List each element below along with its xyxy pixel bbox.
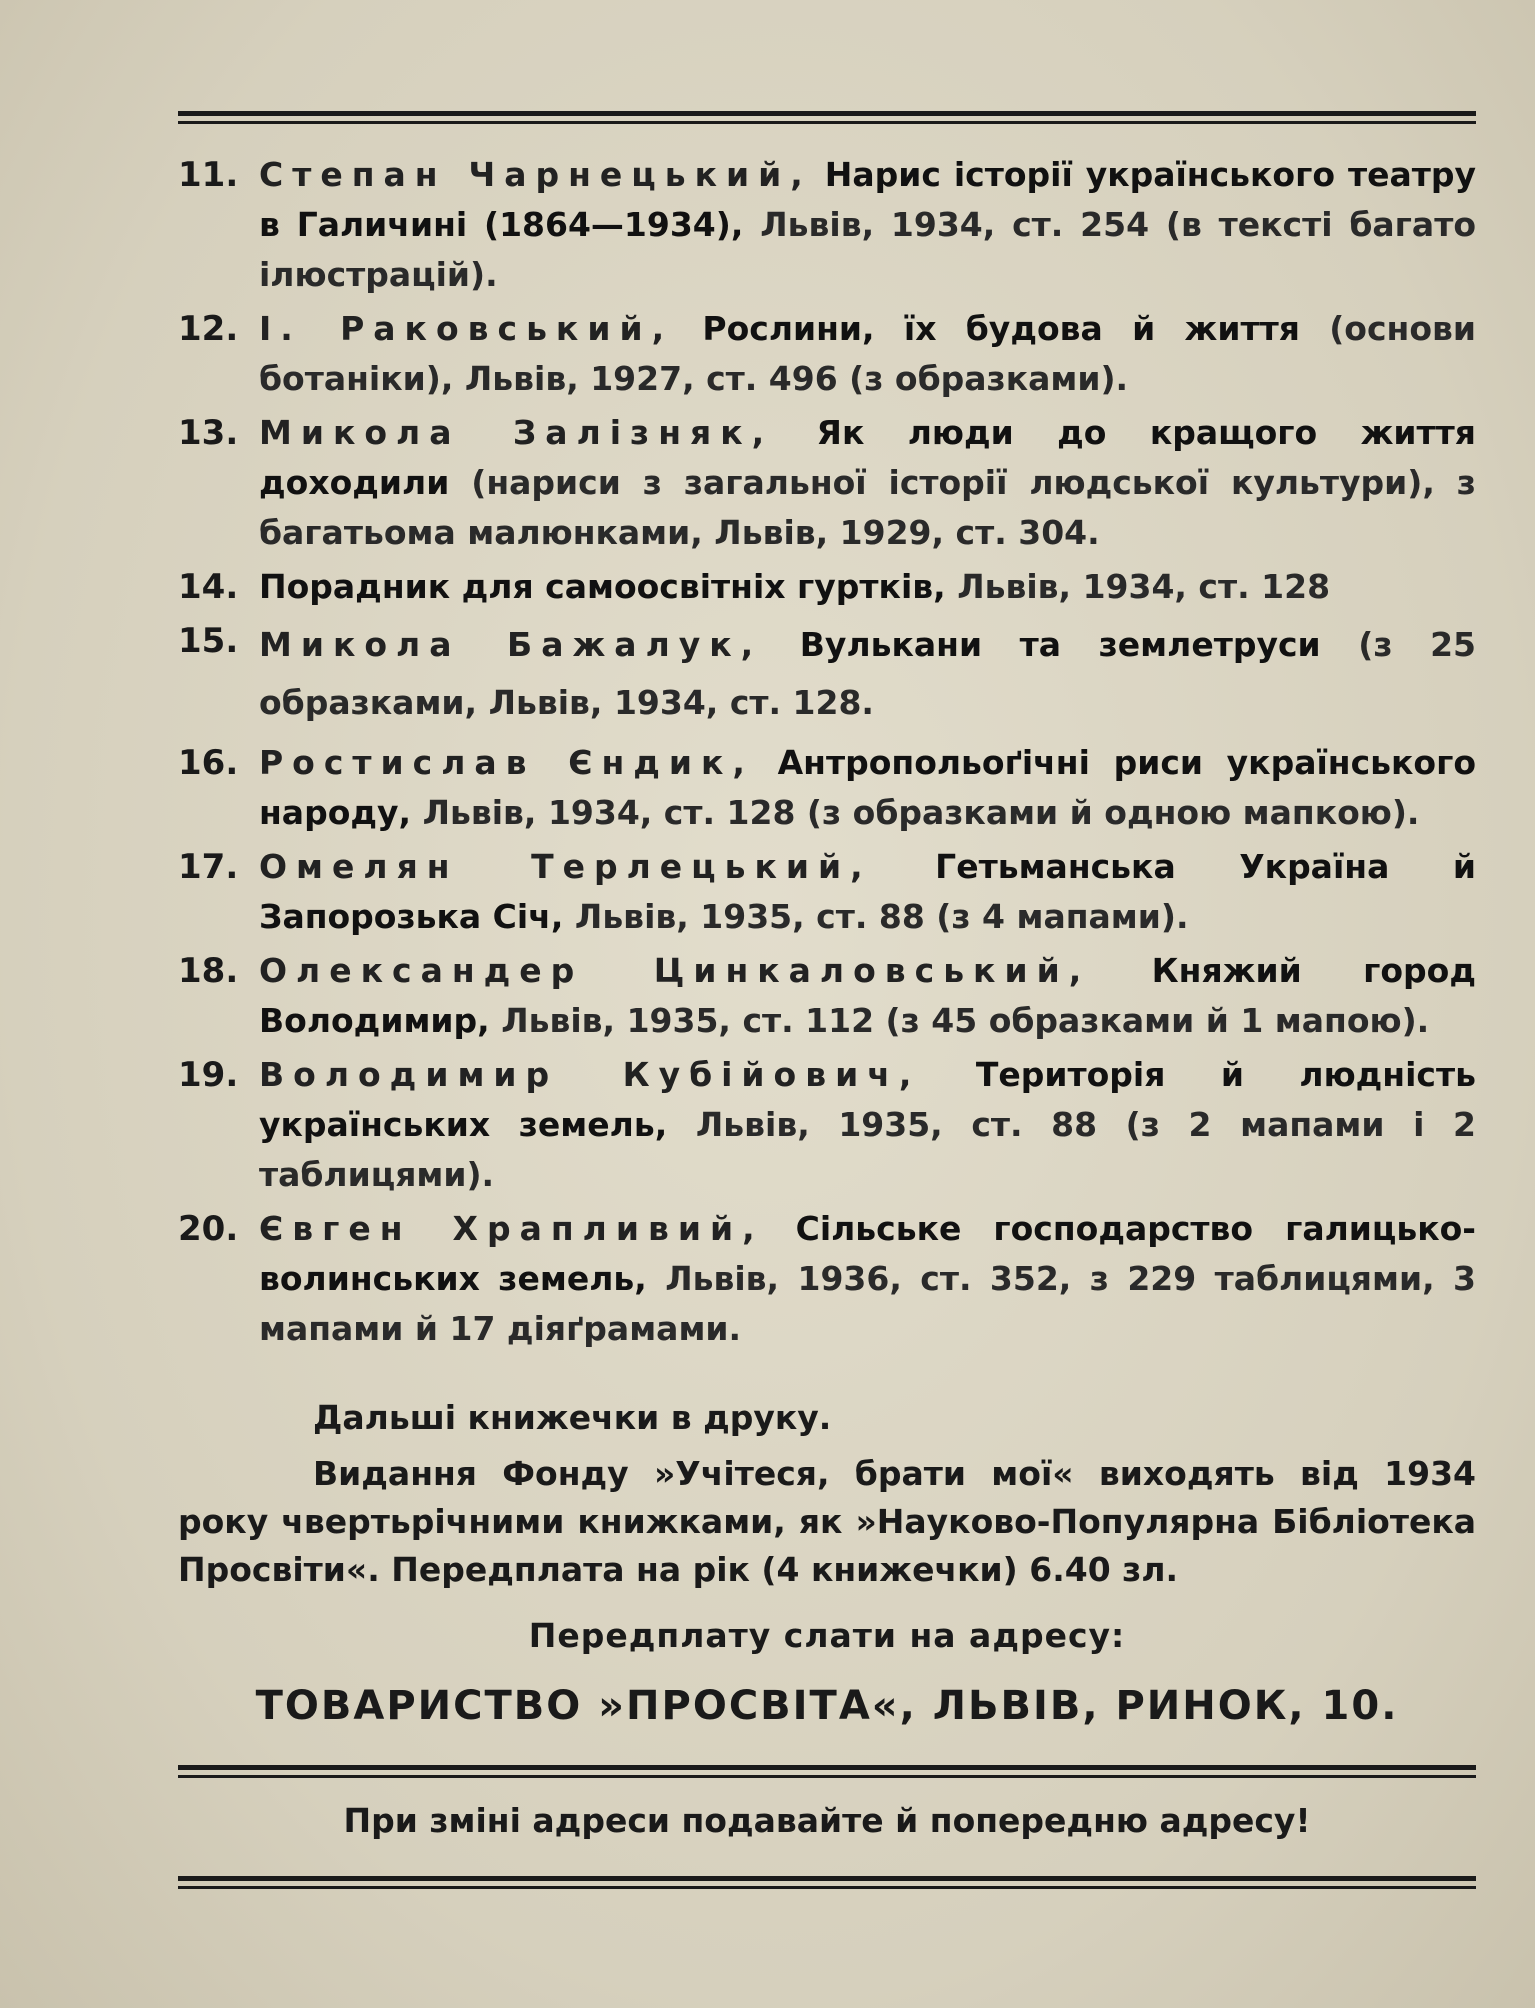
entry-title: Як люди до кращого життя доходили (259, 413, 1476, 502)
entry-number: 13. (178, 413, 239, 453)
entry-author: Олександер Цинкаловський, (259, 951, 1091, 990)
list-item (178, 1050, 1476, 1200)
entry-details: Львів, 1935, ст. 112 (з 45 образками й 1 мапою). (501, 1001, 1430, 1040)
entry-title: Нарис історії українського театру в Галичині (1864—1934), (259, 155, 1476, 244)
entry-number: 18. (178, 951, 239, 991)
list-item (178, 1204, 1476, 1354)
entry-number: 15. (178, 621, 239, 661)
entry-author: Ростислав Єндик, (259, 743, 754, 782)
entry-details: Львів, 1935, ст. 88 (з 4 мапами). (574, 897, 1189, 936)
entry-details: Львів, 1934, ст. 254 (в тексті багато ілюстрацій). (259, 205, 1476, 294)
entry-details: (основи ботаніки), Львів, 1927, ст. 496 (з образками). (259, 309, 1476, 398)
entry-number: 17. (178, 847, 239, 887)
top-double-rule (178, 111, 1476, 124)
footer-note: При зміні адреси подавайте й попередню адресу! (343, 1801, 1311, 1840)
entry-author: Степан Чарнецький, (259, 155, 812, 194)
subscribe-prompt: Передплату слати на адресу: (528, 1616, 1126, 1655)
edition-note: Видання Фонду »Учітеся, брати мої« виходять від 1934 року чвертьрічними книжками, як »Науково-Популярна Бібліотека Просвіти«. Передплата на рік (4 книжечки) 6.40 зл. (178, 1454, 1476, 1589)
entry-details: Львів, 1934, ст. 128 (957, 567, 1331, 606)
entry-number: 19. (178, 1055, 239, 1095)
entry-title: Порадник для самоосвітніх гуртків, (259, 567, 946, 606)
bottom-double-rule (178, 1876, 1476, 1889)
entry-details: (нариси з загальної історії людської культури), з багатьома малюнками, Львів, 1929, ст. 304. (259, 463, 1476, 552)
entry-title: Рослини, їх будова й життя (702, 309, 1300, 348)
entry-details: Львів, 1934, ст. 128 (з образками й одною мапкою). (422, 793, 1420, 832)
entry-title: Княжий город Володимир, (259, 951, 1476, 1040)
list-item (178, 150, 1476, 300)
entry-author: Микола Залізняк, (259, 413, 774, 452)
entry-title: Антропольоґічні риси українського народу, (259, 743, 1476, 832)
list-item (178, 616, 1476, 732)
bibliography-list (178, 150, 1476, 1358)
entry-details: Львів, 1935, ст. 88 (з 2 мапами і 2 таблицями). (259, 1105, 1476, 1194)
list-item (178, 842, 1476, 942)
list-item (178, 738, 1476, 838)
entry-number: 11. (178, 155, 239, 195)
list-item (178, 562, 1476, 612)
entry-details: Львів, 1936, ст. 352, з 229 таблицями, 3 мапами й 17 діяґрамами. (259, 1259, 1476, 1348)
entry-author: Омелян Терлецький, (259, 847, 872, 886)
entry-author: Микола Бажалук, (259, 625, 763, 664)
list-item (178, 946, 1476, 1046)
entry-author: Володимир Кубійович, (259, 1055, 921, 1094)
entry-title: Сільське господарство галицько-волинських земель, (259, 1209, 1476, 1298)
entry-title: Територія й людність українських земель, (259, 1055, 1476, 1144)
entry-number: 14. (178, 567, 239, 607)
in-print-note: Дальші книжечки в друку. (313, 1398, 832, 1437)
entry-number: 16. (178, 743, 239, 783)
middle-double-rule (178, 1765, 1476, 1778)
entry-number: 20. (178, 1209, 239, 1249)
entry-number: 12. (178, 309, 239, 349)
entry-title: Гетьманська Україна й Запорозька Січ, (259, 847, 1476, 936)
list-item (178, 304, 1476, 404)
org-address: ТОВАРИСТВО »ПРОСВІТА«, ЛЬВІВ, РИНОК, 10. (255, 1683, 1399, 1729)
entry-author: І. Раковський, (259, 309, 674, 348)
entry-author: Євген Храпливий, (259, 1209, 764, 1248)
entry-title: Вулькани та землетруси (799, 625, 1321, 664)
entry-details: (з 25 образками, Львів, 1934, ст. 128. (259, 625, 1476, 722)
list-item (178, 408, 1476, 558)
